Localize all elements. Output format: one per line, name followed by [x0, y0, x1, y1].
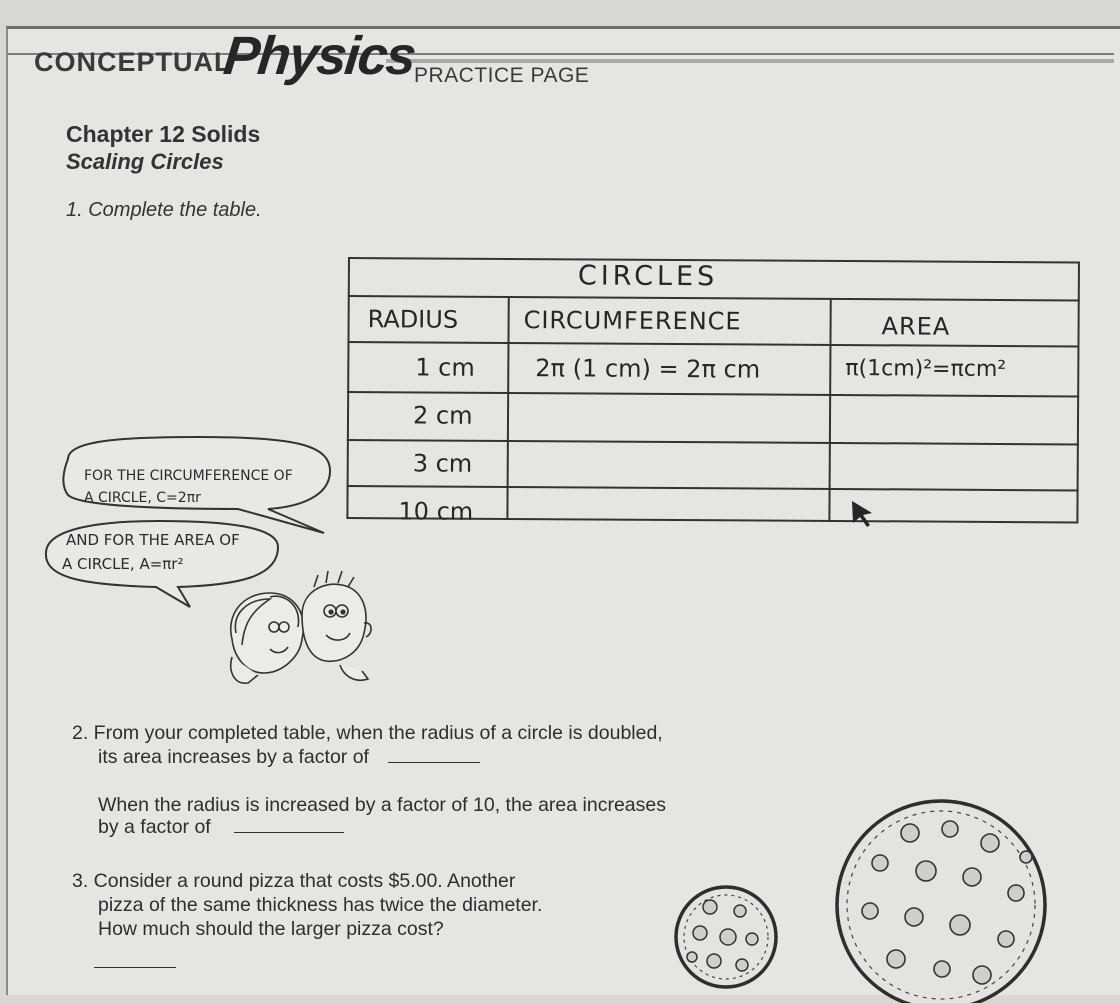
question-3-line3: How much should the larger pizza cost?	[98, 918, 444, 940]
balloon-area-line2: A CIRCLE, A=πr²	[62, 555, 184, 573]
header-radius: RADIUS	[367, 305, 459, 334]
circumference-1cm: 2π (1 cm) = 2π cm	[535, 354, 761, 384]
brand-conceptual: CONCEPTUAL	[34, 47, 232, 77]
question-2-line4	[98, 815, 344, 839]
question-3-line1: 3. Consider a round pizza that costs $5.00. Another	[72, 870, 516, 892]
header-circumference: CIRCUMFERENCE	[523, 306, 742, 336]
chapter-title: Chapter 12 Solids	[66, 121, 261, 147]
small-pizza-illustration	[670, 881, 782, 993]
answer-blank-factor-10[interactable]	[234, 816, 344, 833]
question-2-line2-text: its area increases by a factor of	[98, 746, 369, 768]
question-1: 1. Complete the table.	[66, 199, 262, 221]
brand-practice-page: PRACTICE PAGE	[414, 64, 590, 87]
answer-blank-doubled[interactable]	[388, 746, 480, 763]
circles-table	[346, 257, 1080, 526]
radius-1cm: 1 cm	[415, 353, 475, 382]
mouse-pointer-icon	[848, 499, 876, 529]
worksheet-page	[6, 26, 1120, 995]
question-2-line4-text: by a factor of	[98, 816, 211, 838]
question-2-line3: When the radius is increased by a factor of 10, the area increases	[98, 794, 666, 816]
section-title: Scaling Circles	[66, 149, 224, 174]
radius-3cm: 3 cm	[412, 449, 473, 478]
question-2-line1: 2. From your completed table, when the radius of a circle is doubled,	[72, 722, 663, 744]
question-3-line2: pizza of the same thickness has twice the diameter.	[98, 894, 543, 916]
balloon-area-line1: AND FOR THE AREA OF	[66, 531, 240, 549]
large-pizza-illustration	[830, 793, 1052, 1003]
area-1cm: π(1cm)²=πcm²	[845, 356, 1007, 383]
radius-2cm: 2 cm	[412, 401, 473, 430]
brand-physics-logo: Physics	[220, 26, 418, 86]
header-area: AREA	[881, 312, 951, 341]
table-title: CIRCLES	[577, 260, 719, 293]
header-band	[386, 59, 1114, 63]
question-2-line2	[98, 745, 480, 769]
cartoon-characters-illustration	[222, 553, 382, 693]
answer-blank-pizza-cost[interactable]	[94, 953, 176, 968]
balloon-circumference-line2: A CIRCLE, C=2πr	[84, 490, 201, 506]
radius-10cm: 10 cm	[398, 497, 474, 526]
balloon-circumference-line1: FOR THE CIRCUMFERENCE OF	[84, 468, 293, 484]
